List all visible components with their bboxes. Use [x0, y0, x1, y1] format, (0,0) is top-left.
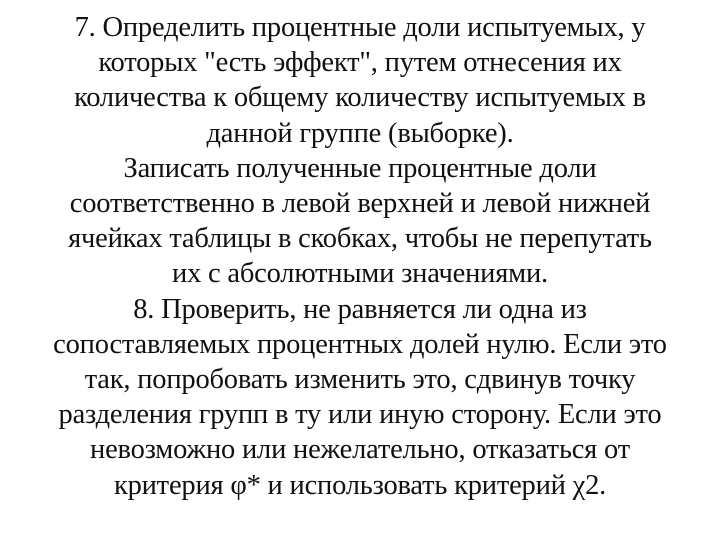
text-line-1: 7. Определить процентные доли испытуемых, у [74, 12, 646, 43]
text-line-11: так, попробовать изменить это, сдвинув точку [84, 364, 636, 396]
text-line-4: данной группе (выборке). [206, 117, 514, 149]
slide-text-block [18, 10, 702, 503]
text-line-13: невозможно или нежелательно, отказаться от [90, 434, 630, 466]
text-line-2: которых "есть эффект", путем отнесения их [98, 47, 622, 79]
text-line-14: критерия φ* и использовать критерий χ2. [113, 469, 607, 501]
text-line-3: количества к общему количеству испытуемых в [74, 82, 646, 114]
text-line-12: разделения групп в ту или иную сторону. Если это [58, 399, 662, 431]
text-line-6: соответственно в левой верхней и левой нижней [69, 188, 651, 220]
text-line-9: 8. Проверить, не равняется ли одна из [133, 293, 587, 325]
text-line-7: ячейках таблицы в скобках, чтобы не перепутать [68, 223, 652, 255]
text-line-8: их с абсолютными значениями. [172, 258, 548, 290]
text-line-10: сопоставляемых процентных долей нулю. Если это [53, 328, 667, 360]
text-line-5: Записать полученные процентные доли [123, 152, 597, 184]
